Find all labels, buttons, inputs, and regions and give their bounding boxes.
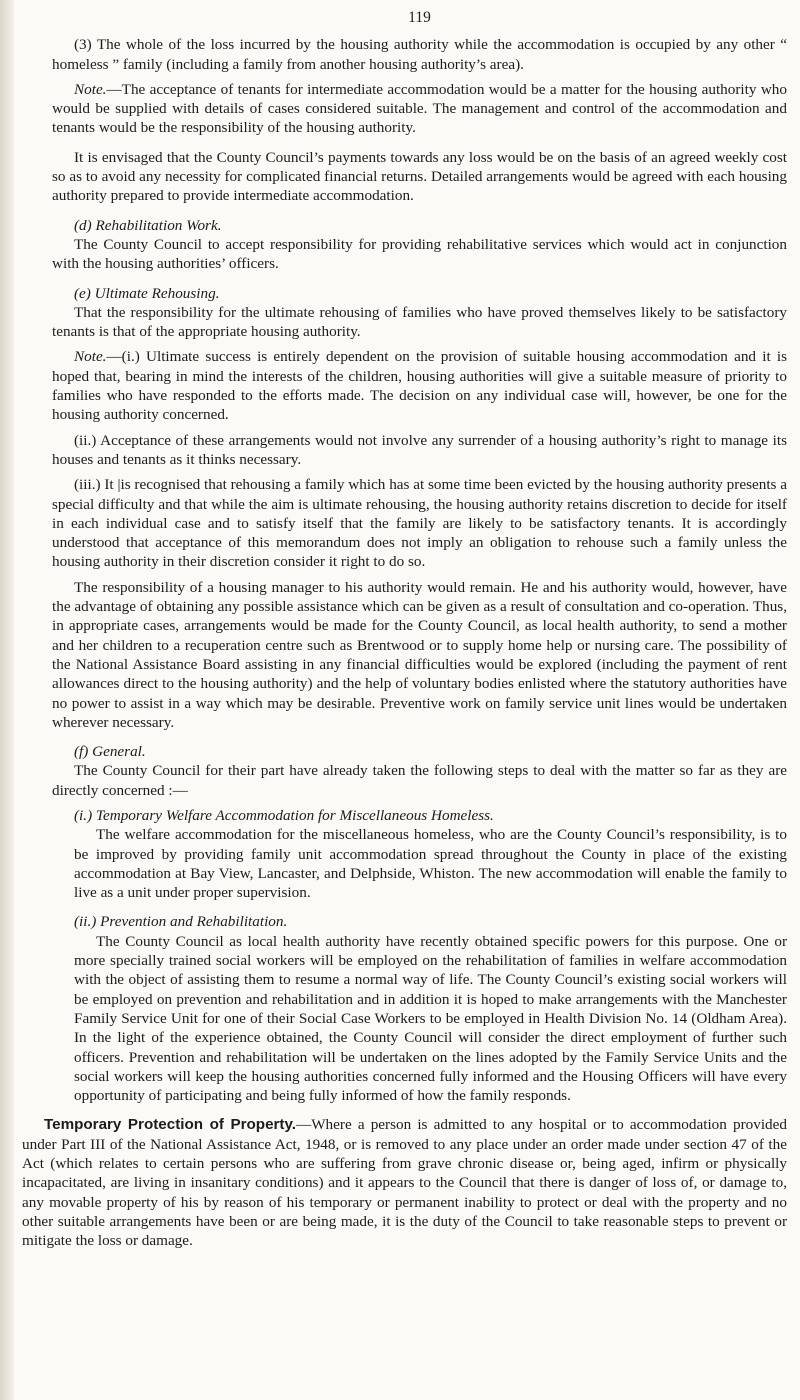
page-binding-edge xyxy=(0,0,14,1400)
note-paragraph xyxy=(52,80,787,138)
section-d-text: The County Council to accept responsibility for providing rehabilitative services which would act in conjunction with the housing authorities’ officers. xyxy=(52,235,787,273)
note-text: —The acceptance of tenants for intermediate accommodation would be a matter for the housing authority who would be supplied with details of cases considered suitable. The management and control of the accommodation and tenants would be the responsibility of the housing authority. xyxy=(52,80,787,137)
subsection-f-i-text: The welfare accommodation for the miscellaneous homeless, who are the County Council’s responsibility, is to be improved by providing family unit accommodation spread throughout the County in place of the existing accommodation at Bay View, Lancaster, and Delphside, Whiston. The new accommodation will enable the family to live as a unit under proper supervision. xyxy=(74,826,787,902)
temporary-protection-heading: Temporary Protection of Property. xyxy=(44,1116,297,1134)
paragraph-iii: (iii.) It |is recognised that rehousing a family which has at some time been evicted by the housing authority presents a special difficulty and that while the aim is ultimate rehousing, the housing authority retains discretion to decide for itself in each individual case and to satisfy itself that the family are likely to be satisfactory tenants. It is accordingly understood that acceptance of this memorandum does not imply an obligation to rehouse such a family unless the housing authority in their discretion consider it right to do so. xyxy=(52,476,787,571)
note-ii-paragraph xyxy=(52,347,787,424)
section-f-text: The County Council for their part have already taken the following steps to deal with the matter so far as they are directly concerned :— xyxy=(52,762,787,799)
note-text: —(i.) Ultimate success is entirely dependent on the provision of suitable housing accommodation and it is hoped that, bearing in mind the interests of the children, housing authorities will give a suitable measure of priority to families who have responded to the efforts made. The decision on any individual case will, however, be one for the housing authority concerned. xyxy=(52,348,787,424)
paragraph-temporary-protection xyxy=(22,1115,787,1250)
section-f-heading: (f) General. xyxy=(74,743,146,761)
page-number: 119 xyxy=(408,9,431,26)
section-e-heading: (e) Ultimate Rehousing. xyxy=(74,284,220,302)
note-label: Note. xyxy=(74,348,107,366)
paragraph-envisaged: It is envisaged that the County Council’s payments towards any loss would be on the basis of an agreed weekly cost so as to avoid any necessity for complicated financial returns. Detailed arrangements would be agreed with each housing authority prepared to provide intermediate accommodation. xyxy=(52,148,787,205)
subsection-f-ii-heading: (ii.) Prevention and Rehabilitation. xyxy=(74,913,288,931)
note-label: Note. xyxy=(74,80,107,98)
document-page xyxy=(22,8,787,1251)
subsection-f-i xyxy=(52,806,787,902)
section-e-text: That the responsibility for the ultimate rehousing of families who have proved themselves likely to be satisfactory tenants is that of the appropriate housing authority. xyxy=(52,303,787,341)
paragraph-responsibility: The responsibility of a housing manager to his authority would remain. He and his authority would, however, have the advantage of obtaining any possible assistance which can be given as a result of consultation and co-operation. Thus, in appropriate cases, arrangements would be made for the County Council, as local health authority, to send a mother and her children to a recuperation centre such as Brentwood or to supply home help or nursing care. The possibility of the National Assistance Board assisting in any financial difficulties would be explored (including the payment of rent allowances direct to the housing authority) and the help of voluntary bodies enlisted where the statutory authorities have no power to assist in a way which may be desirable. Preventive work on family service unit lines would be undertaken wherever necessary. xyxy=(52,578,787,731)
section-d-heading: (d) Rehabilitation Work. xyxy=(74,216,222,234)
subsection-f-i-heading: (i.) Temporary Welfare Accommodation for Miscellaneous Homeless. xyxy=(74,806,494,824)
subsection-f-ii-text: The County Council as local health authority have recently obtained specific powers for this purpose. One or more specially trained social workers will be employed on the rehabilitation of families in welfare accommodation with the object of assisting them to resume a normal way of life. The County Council’s existing social workers will be employed on prevention and rehabilitation and in addition it is hoped to make arrangements with the Manchester Family Service Unit for one of their Social Case Workers to be employed in Health Division No. 14 (Oldham Area). In the light of the experience obtained, the County Council will consider the direct employment of further such officers. Prevention and rehabilitation will be undertaken on the lines adopted by the Family Service Units and the social workers will keep the housing authorities concerned fully informed and the Housing Officers will have every opportunity of participating and being fully informed of how the family responds. xyxy=(74,932,787,1105)
subsection-f-ii xyxy=(52,912,787,1105)
paragraph-item-3: (3) The whole of the loss incurred by the housing authority while the accommodation is occupied by any other “ homeless ” family (including a family from another housing authority’s area). xyxy=(52,36,787,73)
temporary-protection-text: —Where a person is admitted to any hospital or to accommodation provided under Part III of the National Assistance Act, 1948, or is removed to any place under an order made under section 47 of the Act (which relates to certain persons who are suffering from grave chronic disease or, being aged, infirm or physically incapacitated, are living in insanitary conditions) and it appears to the Council that there is danger of loss of, or damage to, any movable property of his by reason of his temporary or permanent inability to protect or deal with the property and no other suitable arrangements have been or are being made, it is the duty of the Council to take reasonable steps to prevent or mitigate the loss or damage. xyxy=(22,1116,787,1250)
paragraph-ii: (ii.) Acceptance of these arrangements would not involve any surrender of a housing authority’s right to manage its houses and tenants as it thinks necessary. xyxy=(52,431,787,468)
